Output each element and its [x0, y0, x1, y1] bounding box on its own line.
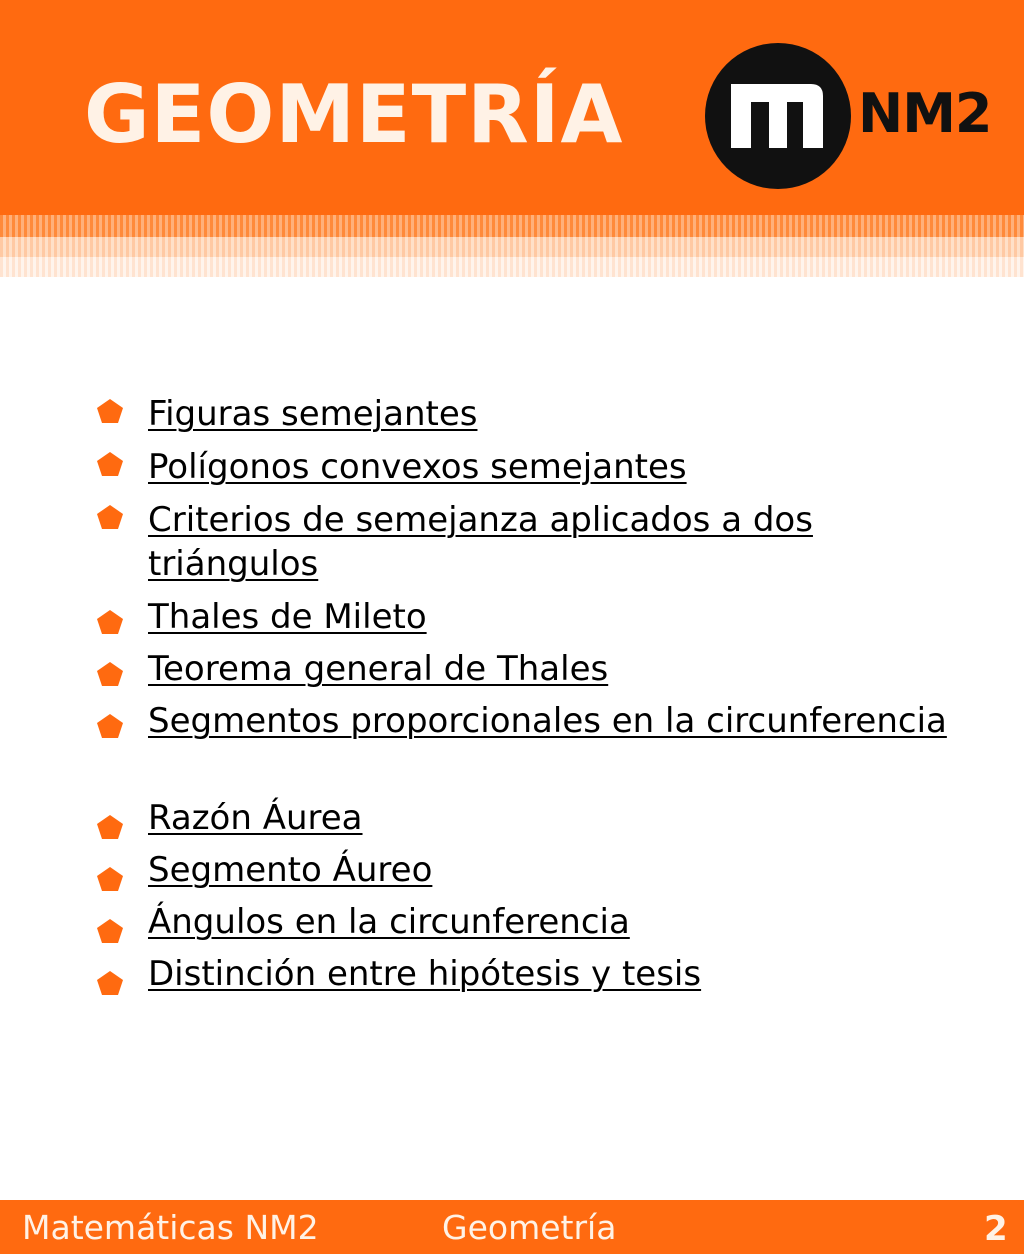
list-item [96, 445, 956, 498]
list-item [96, 900, 956, 952]
pentagon-bullet-icon [96, 451, 124, 477]
footer-topic: Geometría [442, 1208, 617, 1247]
page-title: GEOMETRÍA [84, 68, 624, 161]
list-item [96, 952, 956, 1004]
topic-link-poligonos-convexos[interactable]: Polígonos convexos semejantes [148, 447, 687, 487]
pentagon-bullet-icon [96, 504, 124, 530]
logo-label: NM2 [858, 82, 992, 145]
pentagon-bullet-icon [96, 866, 124, 892]
topic-list [96, 392, 956, 1004]
list-item [96, 848, 956, 900]
topic-link-angulos-circunferencia[interactable]: Ángulos en la circunferencia [148, 902, 630, 942]
list-item [96, 595, 956, 647]
pentagon-bullet-icon [96, 970, 124, 996]
topic-link-segmento-aureo[interactable]: Segmento Áureo [148, 850, 433, 890]
topic-link-thales-de-mileto[interactable]: Thales de Mileto [148, 597, 427, 637]
page-number: 2 [984, 1209, 1008, 1249]
pentagon-bullet-icon [96, 713, 124, 739]
header-pattern-band [0, 257, 1024, 277]
header-banner [0, 0, 1024, 215]
topic-link-razon-aurea[interactable]: Razón Áurea [148, 798, 363, 838]
header-pattern-band [0, 215, 1024, 237]
pentagon-bullet-icon [96, 918, 124, 944]
logo-m-icon [731, 84, 823, 148]
topic-link-segmentos-proporcionales[interactable]: Segmentos proporcionales en la circunferencia [148, 701, 947, 741]
list-item [96, 392, 956, 445]
list-item [96, 498, 956, 595]
list-item [96, 796, 956, 848]
list-item [96, 699, 956, 796]
topic-link-teorema-thales[interactable]: Teorema general de Thales [148, 649, 609, 689]
pentagon-bullet-icon [96, 814, 124, 840]
topic-link-hipotesis-tesis[interactable]: Distinción entre hipótesis y tesis [148, 954, 702, 994]
pentagon-bullet-icon [96, 661, 124, 687]
topic-link-criterios-semejanza[interactable]: Criterios de semejanza aplicados a dos triángulos [148, 500, 813, 584]
footer-bar [0, 1200, 1024, 1254]
topic-link-figuras-semejantes[interactable]: Figuras semejantes [148, 394, 478, 434]
pentagon-bullet-icon [96, 609, 124, 635]
footer-subject: Matemáticas NM2 [22, 1208, 319, 1247]
list-item [96, 647, 956, 699]
header-pattern-band [0, 237, 1024, 257]
pentagon-bullet-icon [96, 398, 124, 424]
